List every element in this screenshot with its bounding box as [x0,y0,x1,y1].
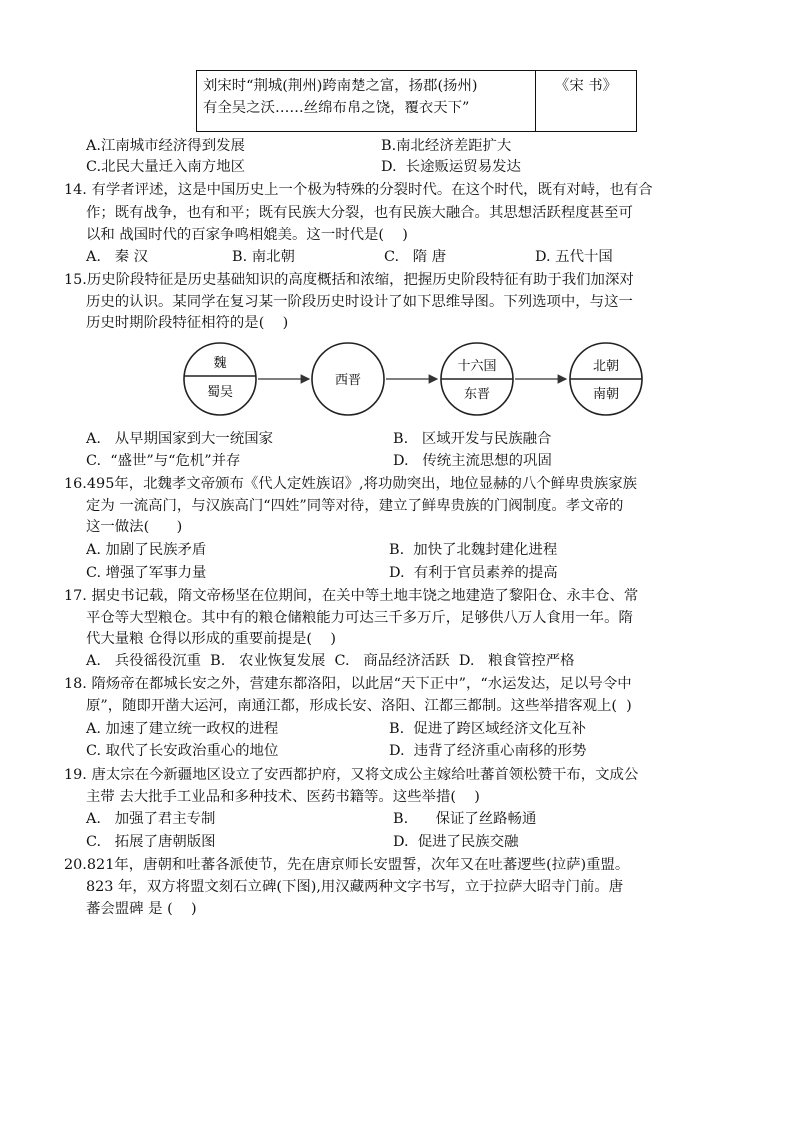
q13-source: 《宋 书》 [536,71,637,132]
q13-option-d[interactable]: D. 长途贩运贸易发达 [381,159,521,175]
q15-stem-line3: 历史时期阶段特征相符的是( ) [86,315,289,331]
mindmap-label-beichao: 北朝 [592,359,620,374]
q14-stem-line2: 作；既有战争，也有和平；既有民族大分裂，也有民族大融合。其思想活跃程度甚至可 [86,205,633,221]
q15-option-b[interactable]: B. 区域开发与民族融合 [393,431,552,447]
q16-option-d[interactable]: D. 有利于官员素养的提高 [389,565,558,581]
q15-stem-line2: 历史的认识。某同学在复习某一阶段历史时设计了如下思维导图。下列选项中，与这一 [86,294,633,310]
q13-quote-cell [197,71,536,132]
q18-option-d[interactable]: D. 违背了经济重心南移的形势 [389,743,587,759]
q14-option-a[interactable]: A. 秦 汉 [86,249,149,265]
q19-option-b[interactable]: B. 保证了丝路畅通 [393,811,537,827]
q16-option-c[interactable]: C. 增强了军事力量 [86,565,207,581]
q17-options[interactable]: A. 兵役徭役沉重 B. 农业恢复发展 C. 商品经济活跃 D. 粮食管控严格 [86,653,575,669]
q18-option-b[interactable]: B. 促进了跨区域经济文化互补 [389,721,586,737]
mindmap-circle-wei-shuwu [184,343,256,415]
q17-stem-line3: 代大量粮 仓得以形成的重要前提是( ) [86,631,336,647]
q15-option-a[interactable]: A. 从早期国家到大一统国家 [86,431,273,447]
q14-option-c[interactable]: C. 隋 唐 [384,249,447,265]
q14-stem-line1: 14. 有学者评述，这是中国历史上一个极为特殊的分裂时代。在这个时代，既有对峙，也有合 [64,182,653,198]
q16-option-b[interactable]: B. 加快了北魏封建化进程 [389,542,558,558]
q19-option-c[interactable]: C. 拓展了唐朝版图 [86,834,216,850]
q13-option-a[interactable]: A.江南城市经济得到发展 [86,138,245,154]
q19-stem-line1: 19. 唐太宗在今新疆地区设立了安西都护府，又将文成公主嫁给吐蕃首领松赞干布，文成公 [64,767,639,783]
q19-stem-line2: 主带 去大批手工业品和多种技术、医药书籍等。这些举措( ) [86,789,480,805]
q16-stem-line3: 这一做法( ) [86,519,183,535]
mindmap-label-nanchao: 南朝 [592,387,620,402]
q17-stem-line2: 平仓等大型粮仓。其中有的粮仓储粮能力可达三千多万斤，足够供八万人食用一年。隋 [86,610,633,626]
mindmap-label-dongjin: 东晋 [463,387,491,402]
q20-stem-line2: 823 年，双方将盟文刻石立碑(下图),用汉藏两种文字书写，立于拉萨大昭寺门前。唐 [86,879,624,895]
q19-option-a[interactable]: A. 加强了君主专制 [86,811,216,827]
q13-quote-line2: 有全吴之沃……丝绵布帛之饶，覆衣天下” [203,100,470,116]
q17-stem-line1: 17. 据史书记载，隋文帝杨坚在位期间，在关中等土地丰饶之地建造了黎阳仓、永丰仓、常 [64,588,639,604]
mindmap-label-wei: 魏 [213,356,227,371]
q20-stem-line3: 蕃会盟碑 是 ( ) [86,901,197,917]
q16-stem-line2: 定为 一流高门，与汉族高门“四姓”同等对待，建立了鲜卑贵族的门阀制度。孝文帝的 [86,498,624,514]
mindmap-label-xijin: 西晋 [334,373,362,388]
q18-stem-line2: 原”，随即开凿大运河，南通江都，形成长安、洛阳、江都三都制。这些举措客观上( ) [86,698,632,714]
q14-stem-line3: 以和 战国时代的百家争鸣相媲美。这一时代是( ) [86,227,408,243]
q18-option-a[interactable]: A. 加速了建立统一政权的进程 [86,721,279,737]
q20-stem-line1: 20.821年，唐朝和吐蕃各派使节，先在唐京师长安盟誓，次年又在吐蕃逻些(拉萨)重盟。 [64,857,630,873]
q15-mind-map [176,336,648,422]
mindmap-label-shuwu: 蜀吴 [206,385,234,400]
q13-quote-table [196,70,637,132]
q16-stem-line1: 16.495年，北魏孝文帝颁布《代人定姓族诏》,将功勋突出，地位显赫的八个鲜卑贵族家族 [64,476,637,492]
q19-option-d[interactable]: D. 促进了民族交融 [393,834,519,850]
q13-option-b[interactable]: B.南北经济差距扩大 [381,138,512,154]
q13-quote-line1: 刘宋时“荆城(荆州)跨南楚之富，扬郡(扬州) [203,78,478,94]
q15-option-c[interactable]: C. “盛世”与“危机”并存 [86,453,241,469]
q15-option-d[interactable]: D. 传统主流思想的巩固 [393,453,552,469]
q13-option-c[interactable]: C.北民大量迁入南方地区 [86,159,245,175]
q18-stem-line1: 18. 隋炀帝在都城长安之外，营建东都洛阳，以此居“天下正中”，“水运发达，足以号令中 [64,676,632,692]
mindmap-label-shiliuguo: 十六国 [457,359,497,374]
q16-option-a[interactable]: A. 加剧了民族矛盾 [86,542,207,558]
q14-option-b[interactable]: B. 南北朝 [232,249,295,265]
q18-option-c[interactable]: C. 取代了长安政治重心的地位 [86,743,279,759]
q15-stem-line1: 15.历史阶段特征是历史基础知识的高度概括和浓缩，把握历史阶段特征有助于我们加深对 [64,272,634,288]
q14-option-d[interactable]: D. 五代十国 [535,249,613,265]
